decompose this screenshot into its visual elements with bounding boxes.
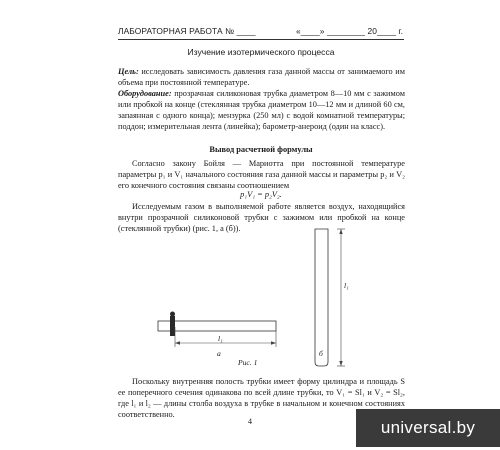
boyle-mariotte-equation: p₁V₁ = p₂V₂. — [240, 190, 282, 199]
tube-diagram — [118, 224, 408, 369]
header-lab-number: ЛАБОРАТОРНАЯ РАБОТА № ____ — [118, 26, 256, 36]
clamp-knob-icon — [170, 312, 175, 317]
horizontal-tube — [158, 321, 276, 331]
watermark-logo: universal.by — [356, 409, 500, 447]
figure-label-b: б — [319, 349, 323, 358]
page-header — [118, 26, 403, 36]
equipment-paragraph — [118, 89, 405, 133]
goal-paragraph — [118, 67, 405, 89]
figure-caption: Рис. 1 — [238, 358, 258, 367]
equipment-label: Оборудование: — [118, 89, 172, 98]
clamp-icon — [170, 316, 175, 336]
figure-1 — [118, 224, 408, 369]
length-label-b: l₁ — [344, 281, 349, 290]
equipment-text: прозрачная силиконовая трубка диаметром 8—10 мм с зажимом или пробкой на конце (стеклянная трубка диаметром 10—12 мм и длиной 60 см, запаянная с одного конца); мензурка (250 мл) с водой комнатной температуры; поддон; измерительная лента (линейка); барометр-анероид (один на класс). — [118, 89, 405, 131]
law-paragraph: Согласно закону Бойля — Мариотта при постоянной температуре параметры p₁ и V₁ начального состояния газа данной массы и параметры p₂ и V₂ его конечного состояния связаны соотношением — [118, 159, 405, 190]
goal-label: Цель: — [118, 67, 139, 76]
page-number: 4 — [248, 417, 252, 426]
arrow-down-icon — [339, 361, 342, 366]
section-title: Вывод расчетной формулы — [209, 145, 313, 154]
figure-label-a: а — [217, 349, 221, 358]
length-label-a: l₁ — [218, 334, 223, 343]
lab-title: Изучение изотермического процесса — [187, 47, 335, 57]
arrow-right-icon — [271, 341, 276, 344]
arrow-left-icon — [175, 341, 180, 344]
header-date: «____» ________ 20____ г. — [296, 26, 403, 36]
gas-paragraph: Исследуемым газом в выполняемой работе является воздух, находящийся внутри прозрачной силиконовой трубки с зажимом или пробкой на конце (стеклянной трубки) (рис. 1, а (б)). — [118, 202, 405, 233]
goal-text: исследовать зависимость давления газа данной массы от занимаемого им объема при постоянной температуре. — [118, 67, 405, 87]
vertical-tube — [315, 229, 328, 366]
header-rule — [118, 39, 404, 40]
arrow-up-icon — [339, 229, 342, 234]
volume-paragraph: Поскольку внутренняя полость трубки имеет форму цилиндра и площадь S ее поперечного сечения одинакова по всей длине трубки, то V₁ = Sl₁ и V₂ = Sl₂, где l₁ и l₂ — длины столба воздуха в трубке в начальном и конечном состояниях соответственно. — [118, 377, 405, 419]
